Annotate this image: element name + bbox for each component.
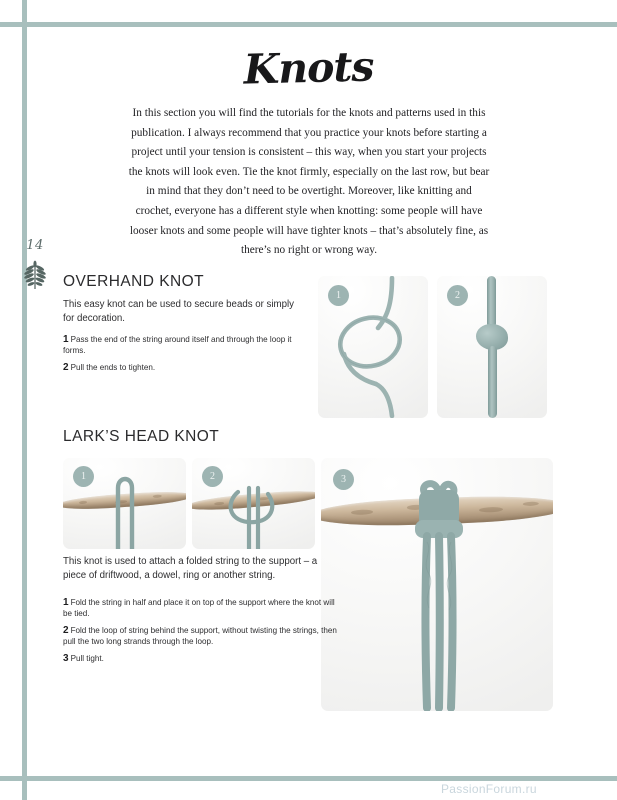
watermark: PassionForum.ru [441, 782, 537, 796]
photo-larks-head-step1 [63, 458, 186, 549]
step-item [63, 597, 343, 620]
step-item [63, 334, 295, 357]
section-lede-larks-head-knot: This knot is used to attach a folded string to the support – a piece of driftwood, a dowel, ring or another string. [63, 556, 318, 582]
step-item [63, 362, 295, 373]
step-list-overhand-knot [63, 334, 295, 378]
page-border-top [0, 22, 617, 27]
page-border-bottom [0, 776, 617, 781]
photo-badge: 1 [328, 285, 349, 306]
section-heading-larks-head-knot: LARK’S HEAD KNOT [63, 428, 220, 445]
page-title: Knots [243, 42, 374, 94]
step-item [63, 653, 343, 664]
step-number: 3 [63, 652, 69, 664]
photo-badge: 1 [73, 466, 94, 487]
photo-badge: 2 [202, 466, 223, 487]
photo-larks-head-step2 [192, 458, 315, 549]
step-text: Pass the end of the string around itself and through the loop it forms. [63, 335, 292, 356]
photo-larks-head-step3 [321, 458, 553, 711]
intro-paragraph: In this section you will find the tutorials for the knots and patterns used in this publication. I always recommend that you practice your knots before starting a project until your tension is consistent – this way, when you start your projects the knots will look even. Tie the knot firmly, especially on the last row, but bear in mind that they don’t need to be overtight. Moreover, like knitting and crochet, everyone has a different style when knotting: some people will have looser knots and some people will have tighter knots – that’s absolutely fine, as there’s no right or wrong way. [128, 107, 490, 257]
cord-lower [488, 346, 497, 418]
section-heading-overhand-knot: OVERHAND KNOT [63, 273, 205, 290]
cord-upper [487, 276, 496, 328]
step-text: Fold the string in half and place it on top of the support where the knot will be tied. [63, 598, 335, 619]
step-text: Fold the loop of string behind the support, without twisting the strings, then pull the two long strands through the loop. [63, 625, 337, 647]
step-number: 2 [63, 361, 69, 373]
step-list-larks-head-knot [63, 597, 343, 669]
photo-overhand-step2 [437, 276, 547, 418]
page-number: 14 [26, 238, 44, 253]
step-item [63, 625, 343, 648]
photo-badge: 3 [333, 469, 354, 490]
photo-overhand-step1 [318, 276, 428, 418]
step-text: Pull tight. [70, 653, 104, 663]
photo-badge: 2 [447, 285, 468, 306]
fern-sprig-icon [18, 260, 52, 290]
step-text: Pull the ends to tighten. [70, 362, 156, 372]
step-number: 1 [63, 334, 69, 345]
section-lede-overhand-knot: This easy knot can be used to secure beads or simply for decoration. [63, 299, 295, 325]
step-number: 1 [63, 597, 69, 608]
page-margin-column [18, 238, 52, 290]
page-border-left [22, 0, 27, 800]
step-number: 2 [63, 624, 69, 636]
